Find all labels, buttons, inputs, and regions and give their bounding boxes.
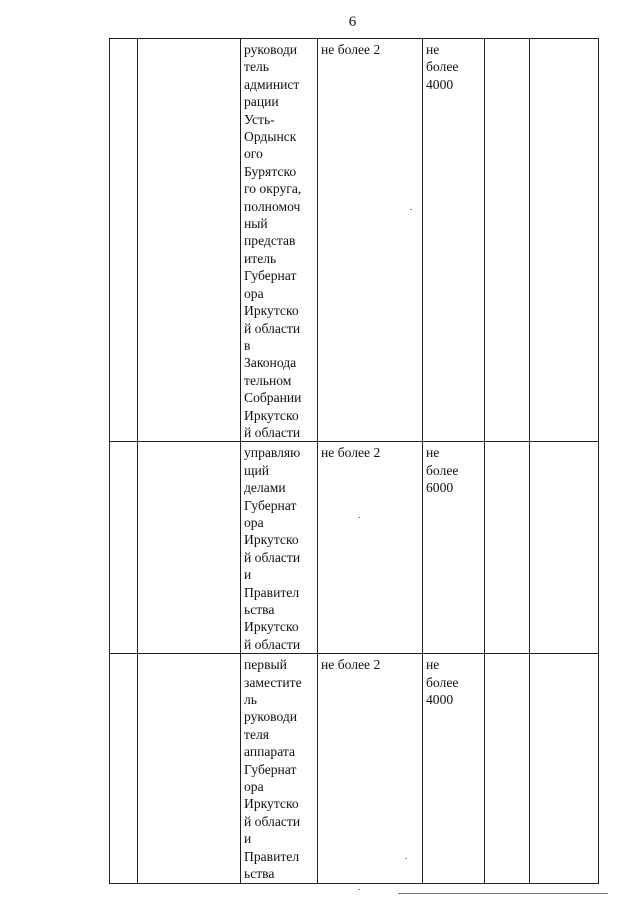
table-row bbox=[110, 654, 599, 883]
position-text: управляю щий делами Губернат ора Иркутско й области и Правител ьства Иркутско й области bbox=[244, 445, 301, 652]
limit-count-cell bbox=[318, 39, 423, 442]
footer-rule bbox=[398, 893, 608, 894]
scan-speck bbox=[358, 517, 360, 518]
position-text: первый заместите ль руководи теля аппарата Губернат ора Иркутско й области и Правител ьства bbox=[244, 657, 302, 882]
limit-amount-text: не более 4000 bbox=[426, 42, 459, 92]
limit-amount-cell bbox=[423, 39, 485, 442]
position-cell bbox=[241, 654, 318, 883]
limit-amount-cell bbox=[423, 654, 485, 883]
empty-cell bbox=[138, 39, 241, 442]
limit-count-text: не более 2 bbox=[321, 657, 381, 673]
empty-cell bbox=[110, 39, 138, 442]
empty-cell bbox=[138, 654, 241, 883]
scan-speck bbox=[358, 889, 360, 890]
empty-cell bbox=[530, 39, 599, 442]
empty-cell bbox=[138, 442, 241, 654]
position-text: руководи тель админист рации Усть- Ордынск ого Бурятско го округа, полномоч ный представ итель Губернат ора Иркутско й области в Законода тельном Собрании Иркутско й области bbox=[244, 42, 302, 440]
limit-count-text: не более 2 bbox=[321, 445, 381, 461]
position-cell bbox=[241, 442, 318, 654]
scan-speck bbox=[405, 858, 407, 859]
table-row bbox=[110, 442, 599, 654]
limit-count-cell bbox=[318, 442, 423, 654]
empty-cell bbox=[485, 442, 530, 654]
limit-count-text: не более 2 bbox=[321, 42, 381, 57]
document-table bbox=[109, 38, 599, 884]
position-cell bbox=[241, 39, 318, 442]
limit-amount-cell bbox=[423, 442, 485, 654]
limit-count-cell bbox=[318, 654, 423, 883]
limit-amount-text: не более 6000 bbox=[426, 445, 459, 496]
empty-cell bbox=[110, 654, 138, 883]
empty-cell bbox=[530, 442, 599, 654]
empty-cell bbox=[530, 654, 599, 883]
limit-amount-text: не более 4000 bbox=[426, 657, 459, 708]
table-row bbox=[110, 39, 599, 442]
page-number: 6 bbox=[348, 14, 357, 30]
empty-cell bbox=[485, 654, 530, 883]
empty-cell bbox=[110, 442, 138, 654]
empty-cell bbox=[485, 39, 530, 442]
scan-speck bbox=[410, 209, 412, 210]
